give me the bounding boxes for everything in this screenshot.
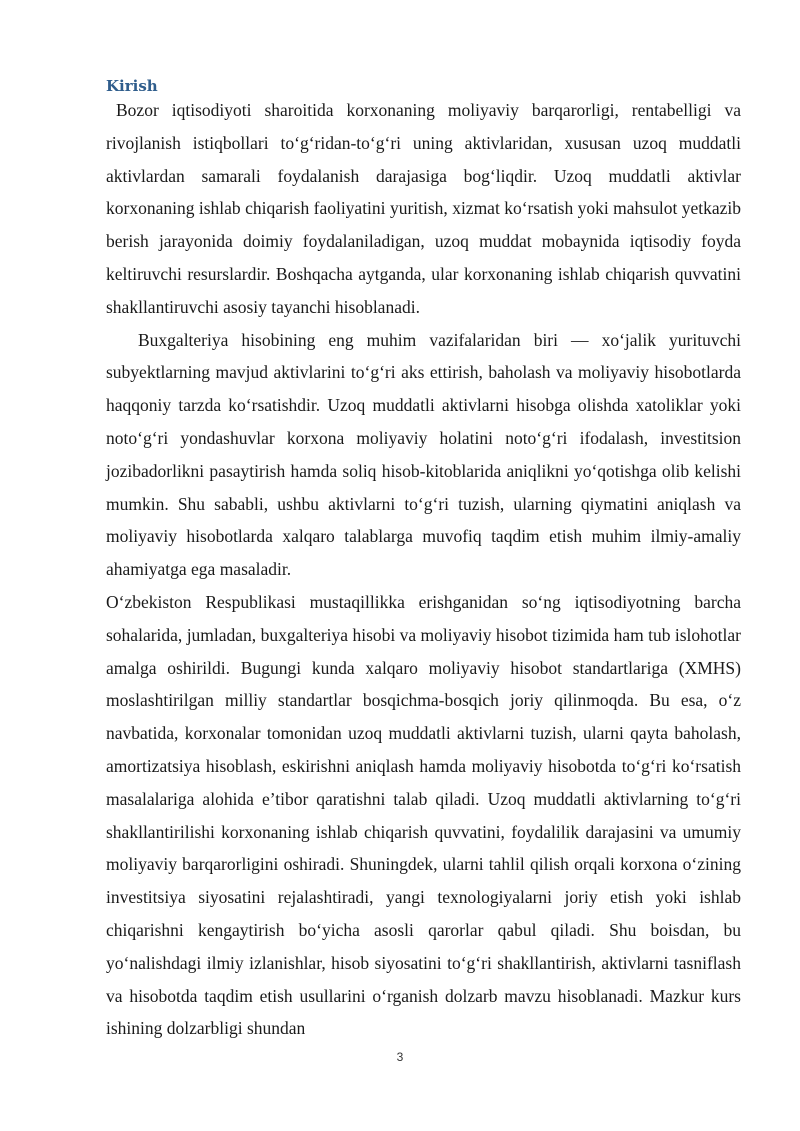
page-number: 3 — [396, 1050, 404, 1064]
paragraph-reforms: O‘zbekiston Respublikasi mustaqillikka erishganidan so‘ng iqtisodiyotning barcha sohalarida, jumladan, buxgalteriya hisobi va moliyaviy hisobot tizimida ham tub islohotlar amalga oshirildi. Bugungi kunda xalqaro moliyaviy hisobot standartlariga (XMHS) moslashtirilgan milliy standartlar bosqichma-bosqich joriy qilinmoqda. Bu esa, o‘z navbatida, korxonalar tomonidan uzoq muddatli aktivlarni tuzish, ularni qayta baholash, amortizatsiya hisoblash, eskirishni aniqlash hamda moliyaviy hisobotda to‘g‘ri ko‘rsatish masalalariga alohida e’tibor qaratishni talab qiladi. Uzoq muddatli aktivlarning to‘g‘ri shakllantirilishi korxonaning ishlab chiqarish quvvatini, foydalilik darajasini va umumiy moliyaviy barqarorligini oshiradi. Shuningdek, ularni tahlil qilish orqali korxona o‘zining investitsiya siyosatini rejalashtiradi, yangi texnologiyalarni joriy etish yoki ishlab chiqarishni kengaytirish bo‘yicha asosli qarorlar qabul qiladi. Shu boisdan, bu yo‘nalishdagi ilmiy izlanishlar, hisob siyosatini to‘g‘ri shakllantirish, aktivlarni tasniflash va hisobotda taqdim etish usullarini o‘rganish dolzarb mavzu hisoblanadi. Mazkur kurs ishining dolzarbligi shundan — [106, 591, 741, 1039]
paragraph-accounting: Buxgalteriya hisobining eng muhim vazifalaridan biri — xo‘jalik yurituvchi subyektlarning mavjud aktivlarini to‘g‘ri aks ettirish, baholash va moliyaviy hisobotlarda haqqoniy tarzda ko‘rsatishdir. Uzoq muddatli aktivlarni hisobga olishda xatoliklar yoki noto‘g‘ri yondashuvlar korxona moliyaviy holatini noto‘g‘ri ifodalash, investitsion jozibadorlikni pasaytirish hamda soliq hisob-kitoblarida aniqlikni yo‘qotishga olib kelishi mumkin. Shu sababli, ushbu aktivlarni to‘g‘ri tuzish, ularning qiymatini aniqlash va moliyaviy hisobotlarda xalqaro talablarga muvofiq taqdim etish muhim ilmiy-amaliy ahamiyatga ega masaladir. — [106, 329, 741, 580]
paragraph-intro: Bozor iqtisodiyoti sharoitida korxonaning moliyaviy barqarorligi, rentabelligi va rivojlanish istiqbollari to‘g‘ridan-to‘g‘ri uning aktivlaridan, xususan uzoq muddatli aktivlardan samarali foydalanish darajasiga bog‘liqdir. Uzoq muddatli aktivlar korxonaning ishlab chiqarish faoliyatini yuritish, xizmat ko‘rsatish yoki mahsulot yetkazib berish jarayonida doimiy foydalaniladigan, uzoq muddat mobaynida iqtisodiy foyda keltiruvchi resurslardir. Boshqacha aytganda, ular korxonaning ishlab chiqarish quvvatini shakllantiruvchi asosiy tayanchi hisoblanadi. — [106, 100, 741, 317]
section-heading: Kirish — [106, 77, 158, 95]
body-text — [106, 94, 741, 1045]
